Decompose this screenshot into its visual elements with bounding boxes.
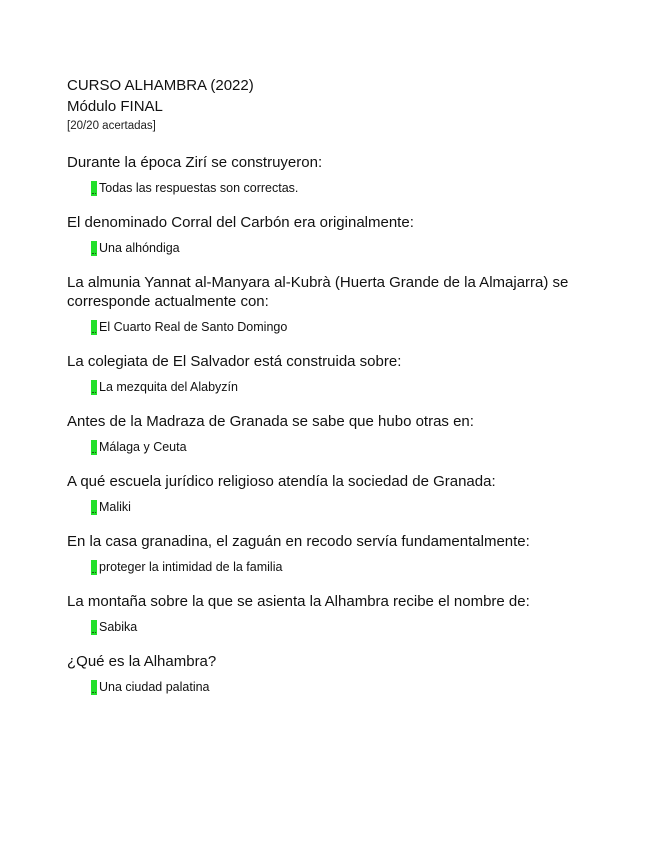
question-text: En la casa granadina, el zaguán en recodo servía fundamentalmente: <box>67 533 530 550</box>
question-text: Durante la época Zirí se construyeron: <box>67 154 323 171</box>
question-text: La montaña sobre la que se asienta la Alhambra recibe el nombre de: <box>67 593 530 610</box>
question-text: ¿Qué es la Alhambra? <box>67 653 217 670</box>
question-item <box>67 213 627 256</box>
question-text: La almunia Yannat al-Manyara al-Kubrà (Huerta Grande de la Almajarra) se corresponde actualmente con: <box>67 274 569 310</box>
answer-row <box>91 559 627 575</box>
quiz-document <box>67 76 627 712</box>
answer-row <box>91 319 627 335</box>
answer-row <box>91 180 627 196</box>
correct-check-icon <box>91 181 97 196</box>
answer-text: Todas las respuestas son correctas. <box>99 180 299 195</box>
correct-check-icon <box>91 560 97 575</box>
answer-row <box>91 240 627 256</box>
question-item <box>67 412 627 455</box>
correct-check-icon <box>91 320 97 335</box>
question-text: Antes de la Madraza de Granada se sabe que hubo otras en: <box>67 413 474 430</box>
question-text: A qué escuela jurídico religioso atendía la sociedad de Granada: <box>67 473 496 490</box>
question-list <box>67 153 627 695</box>
answer-text: Sabika <box>99 619 138 634</box>
answer-text: Maliki <box>99 499 131 514</box>
question-text: La colegiata de El Salvador está construida sobre: <box>67 353 402 370</box>
course-title: CURSO ALHAMBRA (2022) <box>67 77 254 94</box>
answer-text: Una alhóndiga <box>99 240 180 255</box>
correct-check-icon <box>91 241 97 256</box>
question-item <box>67 652 627 695</box>
answer-row <box>91 439 627 455</box>
answer-text: Málaga y Ceuta <box>99 439 187 454</box>
answer-text: La mezquita del Alabyzín <box>99 379 238 394</box>
correct-check-icon <box>91 380 97 395</box>
correct-check-icon <box>91 620 97 635</box>
question-item <box>67 532 627 575</box>
answer-row <box>91 679 627 695</box>
answer-text: Una ciudad palatina <box>99 679 210 694</box>
module-title: Módulo FINAL <box>67 98 163 115</box>
correct-check-icon <box>91 440 97 455</box>
answer-text: El Cuarto Real de Santo Domingo <box>99 319 288 334</box>
question-text: El denominado Corral del Carbón era originalmente: <box>67 214 414 231</box>
question-item <box>67 273 627 335</box>
answer-row <box>91 379 627 395</box>
question-item <box>67 153 627 196</box>
question-item <box>67 592 627 635</box>
correct-check-icon <box>91 500 97 515</box>
answer-row <box>91 499 627 515</box>
question-item <box>67 352 627 395</box>
question-item <box>67 472 627 515</box>
correct-check-icon <box>91 680 97 695</box>
score-summary: [20/20 acertadas] <box>67 120 156 132</box>
answer-row <box>91 619 627 635</box>
answer-text: proteger la intimidad de la familia <box>99 559 283 574</box>
